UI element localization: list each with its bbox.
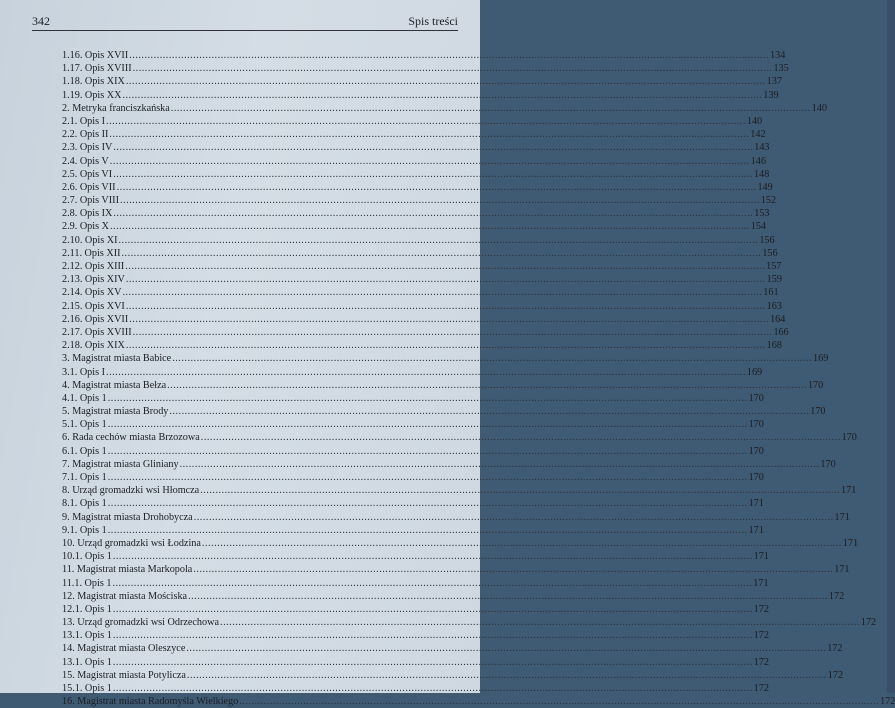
toc-entry-page: 171 [834, 511, 850, 523]
toc-entry-label: 9. Magistrat miasta Drohobycza [62, 511, 193, 523]
toc-entry [62, 656, 769, 669]
toc-entry-label: 2. Metryka franciszkańska [62, 102, 170, 114]
toc-entry [62, 220, 767, 233]
toc-entry-page: 166 [773, 326, 789, 338]
dot-leader [113, 603, 753, 616]
toc-entry-label: 1.17. Opis XVIII [62, 63, 132, 75]
toc-entry [62, 511, 850, 524]
dot-leader [108, 418, 748, 431]
toc-entry-page: 169 [813, 353, 829, 365]
toc-entry [62, 642, 843, 655]
toc-entry-page: 170 [820, 458, 836, 470]
toc-entry-label: 2.3. Opis IV [62, 142, 113, 154]
toc-entry-page: 139 [763, 89, 779, 101]
toc-entry-label: 16. Magistrat miasta Radomyśla Wielkiego [62, 696, 239, 708]
dot-leader [201, 431, 841, 444]
toc-entry-label: 8.1. Opis 1 [62, 498, 107, 510]
toc-entry-label: 10. Urząd gromadzki wsi Łodzina [62, 537, 201, 549]
dot-leader [239, 695, 879, 708]
toc-entry-page: 149 [757, 181, 773, 193]
toc-entry-label: 2.6. Opis VII [62, 181, 116, 193]
dot-leader [117, 181, 757, 194]
toc-entry-page: 171 [748, 498, 764, 510]
toc-entry-label: 2.8. Opis IX [62, 208, 113, 220]
toc-entry [62, 629, 769, 642]
toc-entry [62, 682, 769, 695]
dot-leader [113, 141, 753, 154]
toc-entry-page: 156 [762, 247, 778, 259]
dot-leader [108, 445, 748, 458]
dot-leader [122, 89, 762, 102]
toc-entry [62, 300, 782, 313]
toc-entry-label: 15. Magistrat miasta Potylicza [62, 669, 186, 681]
dot-leader [125, 260, 765, 273]
dot-leader [129, 313, 769, 326]
dot-leader [167, 379, 807, 392]
toc-entry [62, 181, 773, 194]
toc-entry-label: 2.14. Opis XV [62, 287, 122, 299]
toc-entry-label: 2.18. Opis XIX [62, 340, 125, 352]
running-title: Spis treści [408, 14, 458, 28]
toc-entry-page: 171 [842, 537, 859, 549]
toc-entry-page: 134 [770, 50, 786, 61]
toc-entry [62, 524, 764, 537]
toc-entry-page: 164 [770, 313, 786, 325]
toc-entry-label: 2.9. Opis X [62, 221, 109, 233]
toc-entry-page: 170 [841, 432, 857, 444]
dot-leader [169, 405, 809, 418]
toc-entry [62, 405, 826, 418]
toc-entry-page: 163 [766, 300, 782, 312]
toc-entry-label: 5. Magistrat miasta Brody [62, 406, 169, 418]
toc-entry-label: 11.1. Opis 1 [62, 577, 112, 589]
toc-entry-page: 143 [754, 142, 770, 154]
toc-entry-page: 170 [748, 392, 764, 404]
toc-entry-page: 172 [828, 590, 845, 602]
toc-entry [62, 273, 782, 286]
toc-entry-label: 4.1. Opis 1 [62, 392, 107, 404]
toc-entry [62, 128, 766, 141]
dot-leader [113, 550, 753, 563]
dot-leader [113, 629, 753, 642]
toc-entry-label: 13.1. Opis 1 [62, 630, 112, 642]
toc-entry-label: 13. Urząd gromadzki wsi Odrzechowa [62, 617, 220, 629]
dot-leader [187, 669, 827, 682]
dot-leader [126, 339, 766, 352]
dot-leader [110, 220, 750, 233]
toc-entry-label: 14. Magistrat miasta Oleszyce [62, 643, 186, 655]
dot-leader [108, 497, 748, 510]
dot-leader [112, 577, 752, 590]
toc-entry-page: 154 [750, 221, 767, 233]
toc-entry [62, 75, 782, 88]
dot-leader [106, 366, 746, 379]
toc-entry [62, 445, 764, 458]
toc-entry [62, 458, 836, 471]
toc-entry [62, 366, 763, 379]
dot-leader [172, 352, 812, 365]
toc-entry [62, 260, 782, 273]
toc-entry [62, 89, 779, 102]
toc-entry-page: 157 [766, 261, 782, 272]
toc-entry [62, 207, 770, 220]
toc-entry-page: 172 [827, 669, 844, 681]
toc-entry-label: 2.15. Opis XVI [62, 300, 125, 312]
toc-entry [62, 286, 779, 299]
page-header [32, 14, 458, 31]
toc-entry-label: 4. Magistrat miasta Bełza [62, 379, 167, 391]
toc-entry-page: 170 [748, 419, 764, 431]
dot-leader [126, 273, 766, 286]
toc-entry-label: 7. Magistrat miasta Gliniany [62, 458, 179, 470]
toc-entry-page: 170 [748, 472, 764, 483]
toc-entry-page: 172 [753, 630, 769, 642]
toc-entry-label: 2.10. Opis XI [62, 234, 118, 246]
toc-entry-page: 152 [760, 195, 777, 207]
toc-entry [62, 352, 829, 365]
toc-entry-page: 171 [834, 564, 850, 576]
dot-leader [220, 616, 860, 629]
toc-entry-label: 2.2. Opis II [62, 129, 109, 141]
background-edge [887, 0, 895, 693]
toc-entry-page: 170 [810, 406, 826, 418]
toc-entry [62, 115, 763, 128]
toc-entry-label: 5.1. Opis 1 [62, 419, 107, 431]
toc-entry [62, 313, 786, 326]
dot-leader [188, 590, 828, 603]
toc-entry [62, 431, 857, 444]
dot-leader [113, 656, 753, 669]
toc-entry [62, 550, 769, 563]
dot-leader [122, 286, 762, 299]
dot-leader [109, 128, 749, 141]
toc-entry-label: 1.16. Opis XVII [62, 50, 129, 61]
toc-entry-label: 13.1. Opis 1 [62, 656, 112, 668]
toc-entry [62, 563, 850, 576]
toc-entry-page: 146 [750, 155, 766, 167]
toc-entry-page: 156 [759, 234, 775, 246]
toc-entry [62, 379, 824, 392]
dot-leader [118, 234, 758, 247]
toc-entry-page: 172 [827, 643, 843, 655]
toc-entry-label: 10.1. Opis 1 [62, 551, 112, 563]
dot-leader [113, 207, 753, 220]
toc-entry [62, 62, 789, 75]
toc-entry-label: 1.18. Opis XIX [62, 76, 125, 88]
toc-entry-label: 3. Magistrat miasta Babice [62, 353, 172, 365]
dot-leader [126, 300, 766, 313]
toc-entry-label: 3.1. Opis I [62, 366, 106, 378]
dot-leader [171, 102, 811, 115]
toc-entry [62, 392, 764, 405]
toc-entry-label: 2.17. Opis XVIII [62, 326, 132, 338]
toc-entry-label: 2.11. Opis XII [62, 247, 121, 259]
toc-entry-label: 2.1. Opis I [62, 115, 106, 127]
dot-leader [202, 537, 842, 550]
toc-entry-page: 171 [753, 551, 769, 563]
toc-entry-page: 140 [811, 102, 827, 114]
toc-entry [62, 194, 777, 207]
toc-entry-label: 9.1. Opis 1 [62, 524, 107, 536]
toc-entry [62, 471, 764, 484]
dot-leader [108, 392, 748, 405]
toc-entry-page: 171 [753, 577, 769, 589]
toc-entry [62, 234, 775, 247]
toc-entry [62, 577, 769, 590]
toc-entry [62, 695, 895, 708]
toc-entry [62, 155, 766, 168]
dot-leader [126, 75, 766, 88]
toc-entry [62, 669, 844, 682]
dot-leader [133, 62, 773, 75]
toc-entry-label: 6.1. Opis 1 [62, 445, 107, 457]
toc-entry-page: 172 [753, 656, 769, 668]
toc-entry [62, 49, 786, 62]
toc-entry-page: 169 [746, 366, 763, 378]
toc-entry-label: 12.1. Opis 1 [62, 603, 112, 615]
toc-entry [62, 616, 877, 629]
toc-entry [62, 603, 769, 616]
toc-entry-label: 15.1. Opis 1 [62, 683, 112, 694]
toc-entry-label: 6. Rada cechów miasta Brzozowa [62, 432, 200, 444]
dot-leader [193, 563, 833, 576]
toc-entry-page: 172 [753, 603, 769, 615]
dot-leader [106, 115, 746, 128]
toc-entry-label: 2.12. Opis XIII [62, 261, 125, 272]
toc-entry [62, 590, 845, 603]
toc-entry-page: 153 [754, 208, 770, 220]
toc-entry [62, 484, 857, 497]
dot-leader [113, 682, 753, 695]
toc-entry-page: 135 [773, 63, 789, 75]
dot-leader [110, 155, 750, 168]
dot-leader [113, 168, 753, 181]
toc-entry-page: 137 [766, 76, 782, 88]
toc-entry-page: 148 [754, 168, 770, 180]
toc-entry-page: 140 [746, 115, 763, 127]
toc-entry [62, 247, 778, 260]
toc-entry-label: 2.16. Opis XVII [62, 313, 129, 325]
toc-entry [62, 497, 764, 510]
table-of-contents [62, 49, 895, 708]
dot-leader [133, 326, 773, 339]
dot-leader [108, 471, 748, 484]
toc-entry-label: 2.13. Opis XIV [62, 274, 125, 286]
toc-entry [62, 326, 789, 339]
toc-entry-label: 2.5. Opis VI [62, 168, 113, 180]
toc-entry-page: 172 [753, 683, 769, 694]
toc-entry-page: 172 [860, 617, 877, 629]
dot-leader [121, 247, 761, 260]
dot-leader [120, 194, 760, 207]
toc-entry [62, 141, 770, 154]
toc-entry-page: 168 [766, 340, 782, 352]
toc-entry-label: 8. Urząd gromadzki wsi Hłomcza [62, 485, 200, 497]
toc-entry-page: 171 [841, 485, 857, 497]
dot-leader [129, 49, 769, 62]
dot-leader [180, 458, 820, 471]
toc-entry-page: 170 [748, 445, 764, 457]
toc-entry-label: 2.7. Opis VIII [62, 195, 119, 207]
toc-entry-label: 1.19. Opis XX [62, 89, 122, 101]
toc-entry-page: 170 [807, 379, 824, 391]
toc-entry-label: 2.4. Opis V [62, 155, 109, 167]
toc-entry [62, 339, 782, 352]
toc-entry [62, 418, 764, 431]
dot-leader [186, 642, 826, 655]
toc-entry-page: 161 [763, 287, 779, 299]
toc-entry-page: 171 [748, 524, 764, 536]
toc-entry-label: 7.1. Opis 1 [62, 472, 107, 483]
toc-entry-label: 12. Magistrat miasta Mościska [62, 590, 188, 602]
toc-entry-page: 172 [880, 696, 895, 708]
dot-leader [200, 484, 840, 497]
page-number: 342 [32, 14, 50, 28]
toc-entry-page: 142 [750, 129, 766, 141]
dot-leader [108, 524, 748, 537]
toc-entry [62, 168, 770, 181]
toc-entry-page: 159 [766, 274, 782, 286]
toc-entry [62, 537, 859, 550]
toc-entry [62, 102, 827, 115]
dot-leader [194, 511, 834, 524]
toc-entry-label: 11. Magistrat miasta Markopola [62, 564, 193, 576]
